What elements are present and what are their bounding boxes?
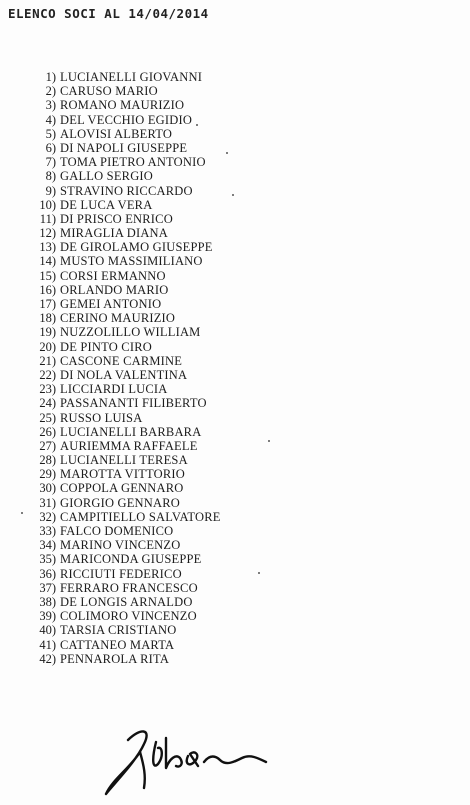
member-number: 35) xyxy=(39,552,56,567)
member-name: LUCIANELLI GIOVANNI xyxy=(60,70,203,84)
scan-speck xyxy=(196,124,198,126)
member-list-item xyxy=(32,354,221,368)
member-name: ORLANDO MARIO xyxy=(60,282,169,297)
member-number: 13) xyxy=(39,240,56,255)
member-list-item xyxy=(32,481,221,495)
member-list-item xyxy=(32,198,221,212)
member-number: 28) xyxy=(39,453,56,468)
member-list-item xyxy=(32,240,221,254)
member-number: 23) xyxy=(39,382,56,397)
member-name: CARUSO MARIO xyxy=(60,84,158,99)
member-number: 1) xyxy=(45,70,56,84)
member-number: 25) xyxy=(39,410,56,425)
member-number: 2) xyxy=(45,84,56,99)
member-list-item xyxy=(32,510,221,524)
member-name: MIRAGLIA DIANA xyxy=(60,226,169,241)
member-number: 31) xyxy=(39,495,56,510)
member-name: MAROTTA VITTORIO xyxy=(60,467,186,482)
member-number: 22) xyxy=(39,367,56,382)
member-name: STRAVINO RICCARDO xyxy=(60,183,193,198)
member-list-item xyxy=(32,538,221,552)
member-name: NUZZOLILLO WILLIAM xyxy=(60,325,201,340)
member-list-item xyxy=(32,254,221,268)
member-name: GIORGIO GENNARO xyxy=(60,495,181,510)
member-number: 6) xyxy=(45,140,56,155)
member-list-item xyxy=(32,439,221,453)
member-list-item xyxy=(32,524,221,538)
member-number: 19) xyxy=(39,325,56,340)
member-number: 7) xyxy=(45,155,56,170)
member-number: 14) xyxy=(39,254,56,269)
member-name: FALCO DOMENICO xyxy=(60,524,174,538)
member-list-item xyxy=(32,368,221,382)
member-list-item xyxy=(32,113,221,127)
member-number: 8) xyxy=(45,169,56,184)
member-name: DE LONGIS ARNALDO xyxy=(60,594,193,609)
member-number: 41) xyxy=(39,637,56,652)
member-number: 40) xyxy=(39,623,56,638)
member-list-item xyxy=(32,552,221,566)
handwritten-signature-icon xyxy=(100,718,290,798)
member-list-item xyxy=(32,127,221,141)
member-number: 24) xyxy=(39,396,56,411)
member-list-item xyxy=(32,411,221,425)
member-name: COLIMORO VINCENZO xyxy=(60,609,197,624)
member-list-item xyxy=(32,453,221,467)
member-name: MARICONDA GIUSEPPE xyxy=(60,552,202,567)
scan-speck xyxy=(226,152,228,154)
member-name: CERINO MAURIZIO xyxy=(60,311,176,326)
member-number: 34) xyxy=(39,538,56,553)
member-number: 33) xyxy=(39,524,56,538)
member-name: ALOVISI ALBERTO xyxy=(60,126,173,141)
member-name: DI NAPOLI GIUSEPPE xyxy=(60,140,188,155)
member-name: RICCIUTI FEDERICO xyxy=(60,566,182,581)
member-number: 32) xyxy=(39,509,56,524)
member-list-item xyxy=(32,84,221,98)
member-list-item xyxy=(32,609,221,623)
member-list-item xyxy=(32,581,221,595)
member-number: 27) xyxy=(39,438,56,453)
member-number: 16) xyxy=(39,282,56,297)
member-name: GALLO SERGIO xyxy=(60,169,154,184)
member-number: 18) xyxy=(39,311,56,326)
member-name: COPPOLA GENNARO xyxy=(60,481,184,496)
member-list-item xyxy=(32,70,221,84)
member-number: 26) xyxy=(39,424,56,439)
member-number: 20) xyxy=(39,339,56,354)
member-list-item xyxy=(32,396,221,410)
member-list-item xyxy=(32,340,221,354)
member-name: DI NOLA VALENTINA xyxy=(60,367,188,382)
member-number: 36) xyxy=(39,566,56,581)
member-list-item xyxy=(32,98,221,112)
member-number: 11) xyxy=(39,211,56,226)
member-number: 15) xyxy=(39,268,56,283)
member-name: DE LUCA VERA xyxy=(60,197,153,212)
document-title: ELENCO SOCI AL 14/04/2014 xyxy=(8,6,209,21)
member-list-item xyxy=(32,652,221,666)
member-list-item xyxy=(32,155,221,169)
member-number: 42) xyxy=(39,651,56,666)
member-name: ROMANO MAURIZIO xyxy=(60,98,185,113)
member-name: GEMEI ANTONIO xyxy=(60,297,162,311)
scan-speck xyxy=(21,512,23,514)
member-name: PENNAROLA RITA xyxy=(60,651,170,666)
member-number: 10) xyxy=(39,197,56,212)
member-list-item xyxy=(32,212,221,226)
member-number: 9) xyxy=(45,183,56,198)
member-list-item xyxy=(32,184,221,198)
member-name: DI PRISCO ENRICO xyxy=(60,211,173,226)
member-number: 38) xyxy=(39,594,56,609)
member-number: 39) xyxy=(39,609,56,624)
member-list-item xyxy=(32,382,221,396)
member-list-item xyxy=(32,169,221,183)
scan-speck xyxy=(232,194,234,196)
member-name: MUSTO MASSIMILIANO xyxy=(60,254,203,269)
member-list-item xyxy=(32,283,221,297)
member-number: 4) xyxy=(45,112,56,127)
member-name: LICCIARDI LUCIA xyxy=(60,382,168,397)
member-list-item xyxy=(32,496,221,510)
member-number: 37) xyxy=(39,580,56,595)
member-name: CATTANEO MARTA xyxy=(60,637,175,652)
member-list-item xyxy=(32,638,221,652)
member-list-item xyxy=(32,595,221,609)
member-number: 5) xyxy=(45,126,56,141)
member-number: 12) xyxy=(39,226,56,241)
member-list-item xyxy=(32,311,221,325)
member-number: 17) xyxy=(39,297,56,311)
scan-speck xyxy=(268,440,270,442)
member-name: MARINO VINCENZO xyxy=(60,538,181,553)
member-list-item xyxy=(32,226,221,240)
member-name: TOMA PIETRO ANTONIO xyxy=(60,155,206,170)
member-name: PASSANANTI FILIBERTO xyxy=(60,396,207,411)
member-list-item xyxy=(32,269,221,283)
scan-speck xyxy=(258,572,260,574)
member-name: DE PINTO CIRO xyxy=(60,339,152,354)
member-list-item xyxy=(32,467,221,481)
member-name: CAMPITIELLO SALVATORE xyxy=(60,509,221,524)
member-name: CASCONE CARMINE xyxy=(60,353,183,368)
member-number: 3) xyxy=(45,98,56,113)
member-name: FERRARO FRANCESCO xyxy=(60,580,198,595)
member-name: DEL VECCHIO EGIDIO xyxy=(60,112,193,127)
member-list-item xyxy=(32,325,221,339)
member-list-item xyxy=(32,425,221,439)
member-name: DE GIROLAMO GIUSEPPE xyxy=(60,240,213,255)
member-name: TARSIA CRISTIANO xyxy=(60,623,177,638)
member-number: 30) xyxy=(39,481,56,496)
member-list-item xyxy=(32,297,221,311)
member-name: LUCIANELLI TERESA xyxy=(60,453,188,468)
member-number: 21) xyxy=(39,353,56,368)
member-name: AURIEMMA RAFFAELE xyxy=(60,438,198,453)
member-name: CORSI ERMANNO xyxy=(60,268,166,283)
member-list-item xyxy=(32,141,221,155)
member-list-item xyxy=(32,623,221,637)
member-name: LUCIANELLI BARBARA xyxy=(60,424,202,439)
member-list-item xyxy=(32,567,221,581)
member-list xyxy=(32,70,221,666)
member-number: 29) xyxy=(39,467,56,482)
member-name: RUSSO LUISA xyxy=(60,410,143,425)
